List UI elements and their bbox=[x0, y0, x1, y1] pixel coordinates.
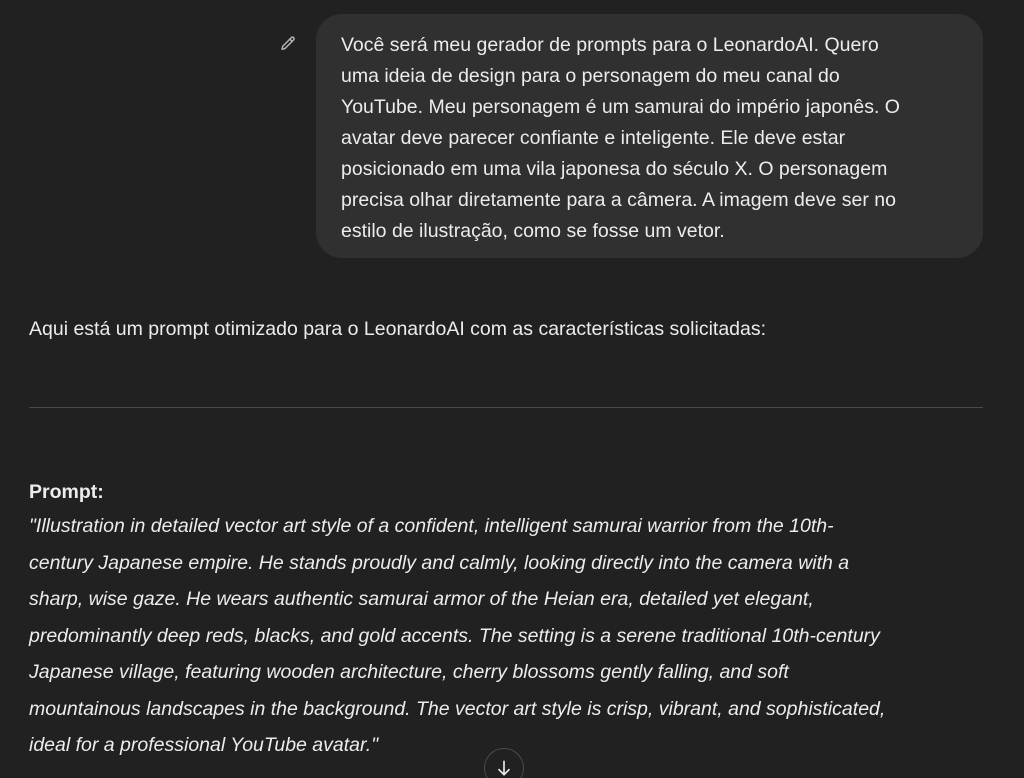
prompt-label: Prompt: bbox=[29, 481, 104, 503]
pencil-icon bbox=[279, 35, 297, 53]
edit-message-button[interactable] bbox=[277, 33, 299, 55]
user-message-text: Você será meu gerador de prompts para o LeonardoAI. Quero uma ideia de design para o personagem do meu canal do YouTube. Meu personagem é um samurai do império japonês. O avatar deve parecer confiante e inteligente. Ele deve estar posicionado em uma vila japonesa do século X. O personagem precisa olhar diretamente para a câmera. A imagem deve ser no estilo de ilustração, como se fosse um vetor. bbox=[341, 34, 900, 242]
divider bbox=[29, 407, 983, 408]
user-message-bubble bbox=[316, 14, 983, 258]
prompt-text: "Illustration in detailed vector art style of a confident, intelligent samurai warrior from the 10th- century Japanese empire. He stands proudly and calmly, looking directly into the camera with a sharp, wise gaze. He wears authentic samurai armor of the Heian era, detailed yet elegant, predominantly deep reds, blacks, and gold accents. The setting is a serene traditional 10th-century Japanese village, featuring wooden architecture, cherry blossoms gently falling, and soft mountainous landscapes in the background. The vector art style is crisp, vibrant, and sophisticated, ideal for a professional YouTube avatar." bbox=[29, 515, 886, 756]
assistant-intro-text: Aqui está um prompt otimizado para o LeonardoAI com as características solicitadas: bbox=[29, 318, 767, 340]
arrow-down-icon bbox=[494, 758, 514, 778]
